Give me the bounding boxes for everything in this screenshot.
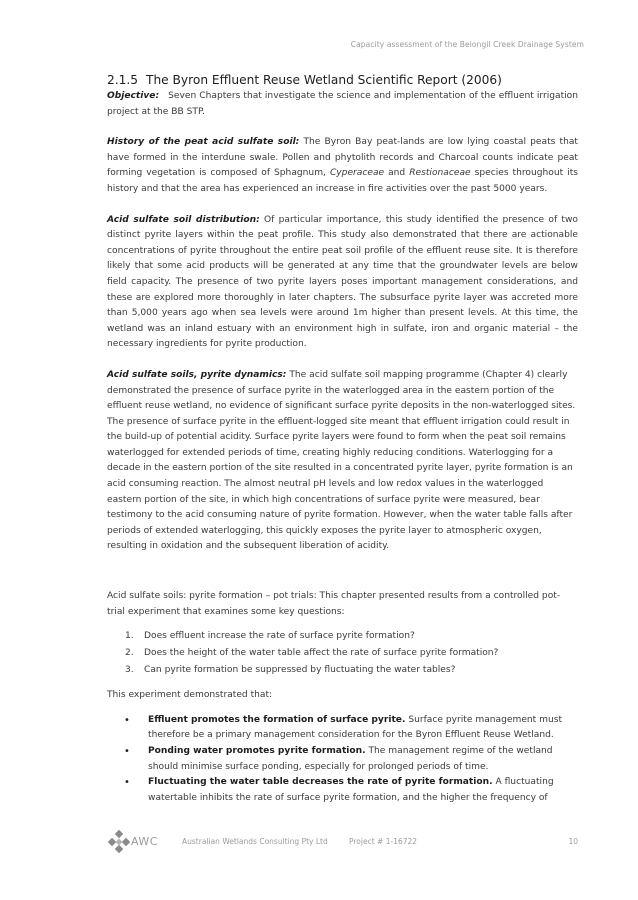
history-text-c: species throughout its history and that the area has experienced an increase in fire activities over the past 5000 years. bbox=[107, 168, 578, 194]
question-text: Does the height of the water table affect the rate of surface pyrite formation? bbox=[144, 648, 499, 659]
list-item bbox=[107, 645, 578, 662]
finding-text: A fluctuating watertable inhibits the rate of surface pyrite formation, and the higher the frequency of bbox=[148, 777, 554, 803]
project-number: Project # 1-16722 bbox=[349, 837, 418, 846]
awc-logo-icon bbox=[107, 830, 131, 854]
list-item bbox=[107, 744, 578, 775]
objective-paragraph bbox=[107, 89, 578, 120]
company-name: Australian Wetlands Consulting Pty Ltd bbox=[182, 837, 328, 846]
history-lead: History of the peat acid sulfate soil: bbox=[107, 137, 300, 148]
question-number: 3. bbox=[125, 665, 134, 676]
page-footer bbox=[107, 830, 578, 854]
history-italic-1: Cyperaceae bbox=[329, 168, 385, 179]
finding-lead: Fluctuating the water table decreases the rate of pyrite formation. bbox=[148, 777, 493, 788]
bullet-icon: • bbox=[124, 777, 130, 789]
history-text-b: and bbox=[384, 168, 410, 179]
finding-lead: Ponding water promotes pyrite formation. bbox=[148, 746, 366, 756]
page-number: 10 bbox=[568, 837, 578, 846]
question-number: 2. bbox=[125, 648, 134, 659]
list-item bbox=[107, 628, 578, 645]
history-paragraph bbox=[107, 135, 578, 197]
list-item bbox=[107, 662, 578, 679]
dynamics-lead: Acid sulfate soils, pyrite dynamics: bbox=[107, 369, 287, 380]
findings-list bbox=[107, 713, 578, 807]
distribution-text: Of particular importance, this study identified the presence of two distinct pyrite layers within the peat profile. This study also demonstrated that there are actionable concentrations of pyrite throughout the entire peat soil profile of the effluent reuse site. It is therefore likely that some acid products will be generated at any time that the groundwater levels are below field capacity. The presence of two pyrite layers poses important management considerations, and these are explored more thoroughly in later chapters. The subsurface pyrite layer was accreted more than 5,000 years ago when sea levels were around 1m higher than present levels. At this time, the wetland was an inland estuary with an environment high in sulfate, iron and organic material – the necessary ingredients for pyrite production. bbox=[107, 214, 578, 350]
question-number: 1. bbox=[125, 631, 134, 642]
objective-lead: Objective: bbox=[107, 91, 160, 101]
history-italic-2: Restionaceae bbox=[409, 168, 471, 179]
finding-text: The management regime of the wetland should minimise surface ponding, especially for prolonged periods of time. bbox=[148, 746, 553, 772]
finding-lead: Effluent promotes the formation of surface pyrite. bbox=[148, 714, 406, 725]
distribution-lead: Acid sulfate soil distribution: bbox=[107, 214, 260, 225]
objective-text: Seven Chapters that investigate the science and implementation of the effluent irrigation project at the BB STP. bbox=[107, 91, 578, 117]
dynamics-text: The acid sulfate soil mapping programme (Chapter 4) clearly demonstrated the presence of surface pyrite in the waterlogged area in the eastern portion of the effluent reuse wetland, no evidence of significant surface pyrite deposits in the non-waterlogged sites. The presence of surface pyrite in the effluent-logged site meant that effluent irrigation could result in the build-up of potential acidity. Surface pyrite layers were found to form when the peat soil remains waterlogged for extended periods of time, creating highly reducing conditions. Waterlogging for a decade in the eastern portion of the site resulted in a concentrated pyrite layer, pyrite formation is an acid consuming reaction. The almost neutral pH levels and low redox values in the waterlogged eastern portion of the site, in which high concentrations of surface pyrite were measured, bear testimony to the acid consuming nature of pyrite formation. However, when the water table falls after periods of extended waterlogging, this quickly exposes the pyrite layer to atmospheric oxygen, resulting in oxidation and the subsequent liberation of acidity. bbox=[107, 369, 576, 552]
bullet-icon: • bbox=[124, 714, 130, 726]
list-item bbox=[107, 775, 578, 806]
logo-text: AWC bbox=[131, 835, 158, 848]
section-number: 2.1.5 bbox=[107, 73, 139, 87]
questions-list bbox=[107, 628, 578, 679]
section-title: The Byron Effluent Reuse Wetland Scientific Report (2006) bbox=[146, 73, 502, 87]
running-header: Capacity assessment of the Belongil Creek Drainage System bbox=[350, 40, 584, 49]
question-text: Can pyrite formation be suppressed by fluctuating the water tables? bbox=[144, 665, 456, 676]
history-text-a: The Byron Bay peat-lands are low lying coastal peats that have formed in the interdune swale. Pollen and phytolith records and Charcoal counts indicate peat forming vegetation is composed of Sphagnum, bbox=[107, 137, 578, 179]
section-heading bbox=[107, 72, 578, 88]
question-text: Does effluent increase the rate of surface pyrite formation? bbox=[144, 631, 415, 642]
finding-text: Surface pyrite management must therefore be a primary management consideration for the Byron Effluent Reuse Wetland. bbox=[148, 714, 563, 741]
distribution-paragraph bbox=[107, 213, 578, 353]
bullet-icon: • bbox=[124, 746, 130, 757]
pot-trials-intro: Acid sulfate soils: pyrite formation – pot trials: This chapter presented results from a controlled pot-trial experiment that examines some key questions: bbox=[107, 591, 561, 617]
dynamics-paragraph bbox=[107, 368, 578, 555]
demonstrated-line: This experiment demonstrated that: bbox=[107, 690, 273, 701]
page-body bbox=[107, 72, 578, 806]
list-item bbox=[107, 713, 578, 744]
